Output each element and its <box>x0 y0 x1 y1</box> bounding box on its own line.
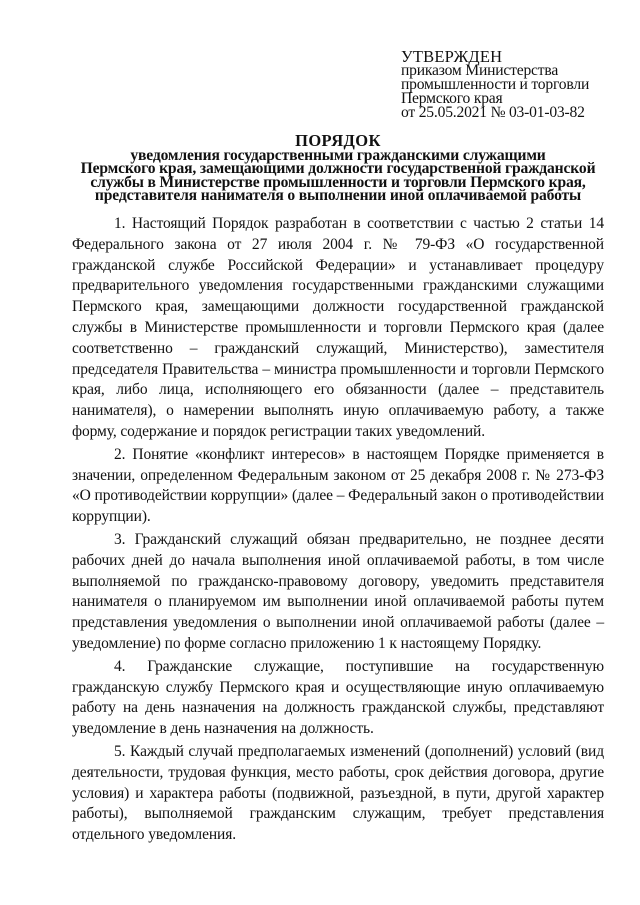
approval-line-order: приказом Министерства <box>401 62 559 79</box>
paragraph-5: 5. Каждый случай предполагаемых изменений (дополнений) условий (вид деятельности, трудовая функция, место работы, срок действия договора, другие условия) и характера работы (подвижной, разъездной, в пути, другой характер работы), выполняемой гражданским служащим, требует представления отдельного уведомления. <box>72 742 604 844</box>
document-subtitle-line-1: уведомления государственными гражданскими служащими <box>130 146 546 164</box>
document-subtitle-line-3: службы в Министерстве промышленности и торговли Пермского края, <box>90 173 586 191</box>
approval-line-ministry: промышленности и торговли <box>401 76 590 93</box>
paragraph-1: 1. Настоящий Порядок разработан в соответствии с частью 2 статьи 14 Федерального закона от 27 июля 2004 г. № 79-ФЗ «О государственной гражданской службе Российской Федерации» и устанавливает процедуру предварительного уведомления государственными гражданскими служащими Пермского края, замещающими должности государственной гражданской службы в Министерстве промышленности и торговли Пермского края (далее соответственно – гражданский служащий, Министерство), заместителя председателя Правительства – министра промышленности и торговли Пермского края, либо лица, исполняющего его обязанности (далее – представитель нанимателя), о намерении выполнять иную оплачиваемую работу, а также форму, содержание и порядок регистрации таких уведомлений. <box>72 215 604 440</box>
document-subtitle-line-2: Пермского края, замещающими должности государственной гражданской <box>80 160 596 177</box>
document-title <box>70 131 606 204</box>
document-subtitle-line-4: представителя нанимателя о выполнении иной оплачиваемой работы <box>94 187 582 204</box>
paragraph-3: 3. Гражданский служащий обязан предварительно, не позднее десяти рабочих дней до начала выполнения иной оплачиваемой работы, в том числе выполняемой по гражданско-правовому договору, уведомить представителя нанимателя о планируемом им выполнении иной оплачиваемой работы путем представления уведомления о выполнении иной оплачиваемой работы (далее – уведомление) по форме согласно приложению 1 к настоящему Порядку. <box>72 530 604 652</box>
paragraph-2: 2. Понятие «конфликт интересов» в настоящем Порядке применяется в значении, определенном Федеральным законом от 25 декабря 2008 г. № 273-ФЗ «О противодействии коррупции» (далее – Федеральный закон о противодействии коррупции). <box>72 445 604 526</box>
paragraph-4: 4. Гражданские служащие, поступившие на государственную гражданскую службу Пермского края и осуществляющие иную оплачиваемую работу на день назначения на должность гражданской службы, представляют уведомление в день назначения на должность. <box>72 657 604 738</box>
approval-line-date-number: от 25.05.2021 № 03-01-03-82 <box>401 104 585 121</box>
document-body <box>72 214 604 848</box>
document-heading: ПОРЯДОК <box>295 131 381 150</box>
approval-title: УТВЕРЖДЕН <box>401 47 503 66</box>
approval-line-region: Пермского края <box>401 90 503 107</box>
approval-stamp-block <box>401 47 631 121</box>
